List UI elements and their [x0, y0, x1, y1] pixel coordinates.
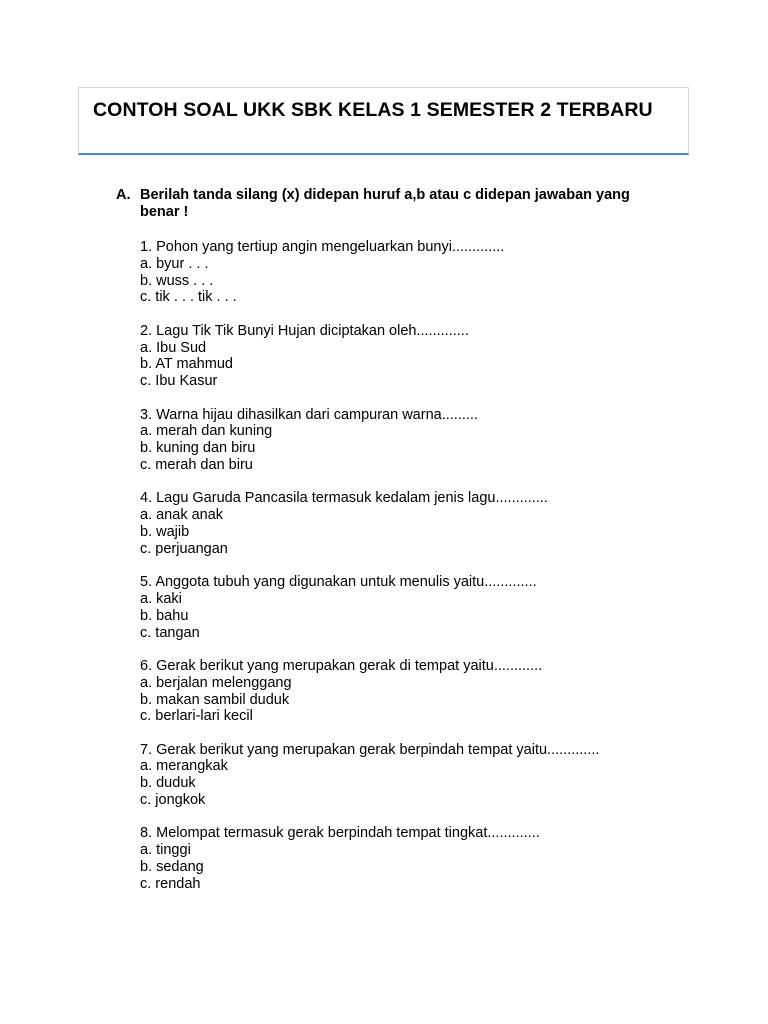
- option-c: c. Ibu Kasur: [140, 373, 218, 390]
- question-text: 8. Melompat termasuk gerak berpindah tempat tingkat.............: [140, 825, 540, 842]
- question-text: 6. Gerak berikut yang merupakan gerak di tempat yaitu............: [140, 657, 543, 674]
- question-list: [140, 239, 700, 909]
- question-text: 1. Pohon yang tertiup angin mengeluarkan bunyi.............: [140, 239, 505, 255]
- option-c: c. berlari-lari kecil: [140, 708, 253, 725]
- question-text: 7. Gerak berikut yang merupakan gerak berpindah tempat yaitu.............: [140, 741, 600, 758]
- question-7: [140, 742, 700, 809]
- option-c: c. perjuangan: [140, 540, 228, 557]
- option-a: a. byur . . .: [140, 255, 209, 272]
- question-text: 2. Lagu Tik Tik Bunyi Hujan diciptakan oleh.............: [140, 322, 469, 339]
- option-c: c. jongkok: [140, 792, 206, 809]
- option-b: b. makan sambil duduk: [140, 691, 290, 708]
- question-text: 5. Anggota tubuh yang digunakan untuk menulis yaitu.............: [140, 574, 537, 591]
- question-1: [140, 239, 700, 306]
- question-5: [140, 574, 700, 641]
- section-instruction: Berilah tanda silang (x) didepan huruf a,b atau c didepan jawaban yang benar !: [140, 187, 630, 220]
- option-c: c. merah dan biru: [140, 456, 253, 473]
- question-3: [140, 407, 700, 474]
- option-a: a. tinggi: [140, 842, 191, 859]
- question-text: 4. Lagu Garuda Pancasila termasuk kedalam jenis lagu.............: [140, 490, 548, 507]
- option-a: a. merah dan kuning: [140, 423, 273, 440]
- option-a: a. merangkak: [140, 758, 228, 775]
- option-a: a. kaki: [140, 590, 182, 607]
- option-b: b. wajib: [140, 523, 190, 540]
- option-b: b. kuning dan biru: [140, 440, 256, 457]
- title-box: [78, 87, 689, 155]
- option-c: c. rendah: [140, 875, 201, 892]
- option-a: a. Ibu Sud: [140, 339, 207, 356]
- question-2: [140, 323, 700, 390]
- option-a: a. anak anak: [140, 507, 224, 524]
- option-b: b. sedang: [140, 859, 204, 876]
- section-header: [116, 187, 676, 221]
- option-b: b. duduk: [140, 775, 196, 792]
- page-title: CONTOH SOAL UKK SBK KELAS 1 SEMESTER 2 TERBARU: [93, 99, 653, 121]
- option-c: c. tik . . . tik . . .: [140, 289, 237, 306]
- option-b: b. bahu: [140, 607, 189, 624]
- question-8: [140, 825, 700, 892]
- option-a: a. berjalan melenggang: [140, 674, 292, 691]
- question-text: 3. Warna hijau dihasilkan dari campuran warna.........: [140, 406, 478, 423]
- question-4: [140, 490, 700, 557]
- question-6: [140, 658, 700, 725]
- option-b: b. AT mahmud: [140, 356, 233, 373]
- option-b: b. wuss . . .: [140, 272, 214, 289]
- section-letter: A.: [116, 187, 131, 203]
- option-c: c. tangan: [140, 624, 200, 641]
- section-a: [116, 187, 676, 221]
